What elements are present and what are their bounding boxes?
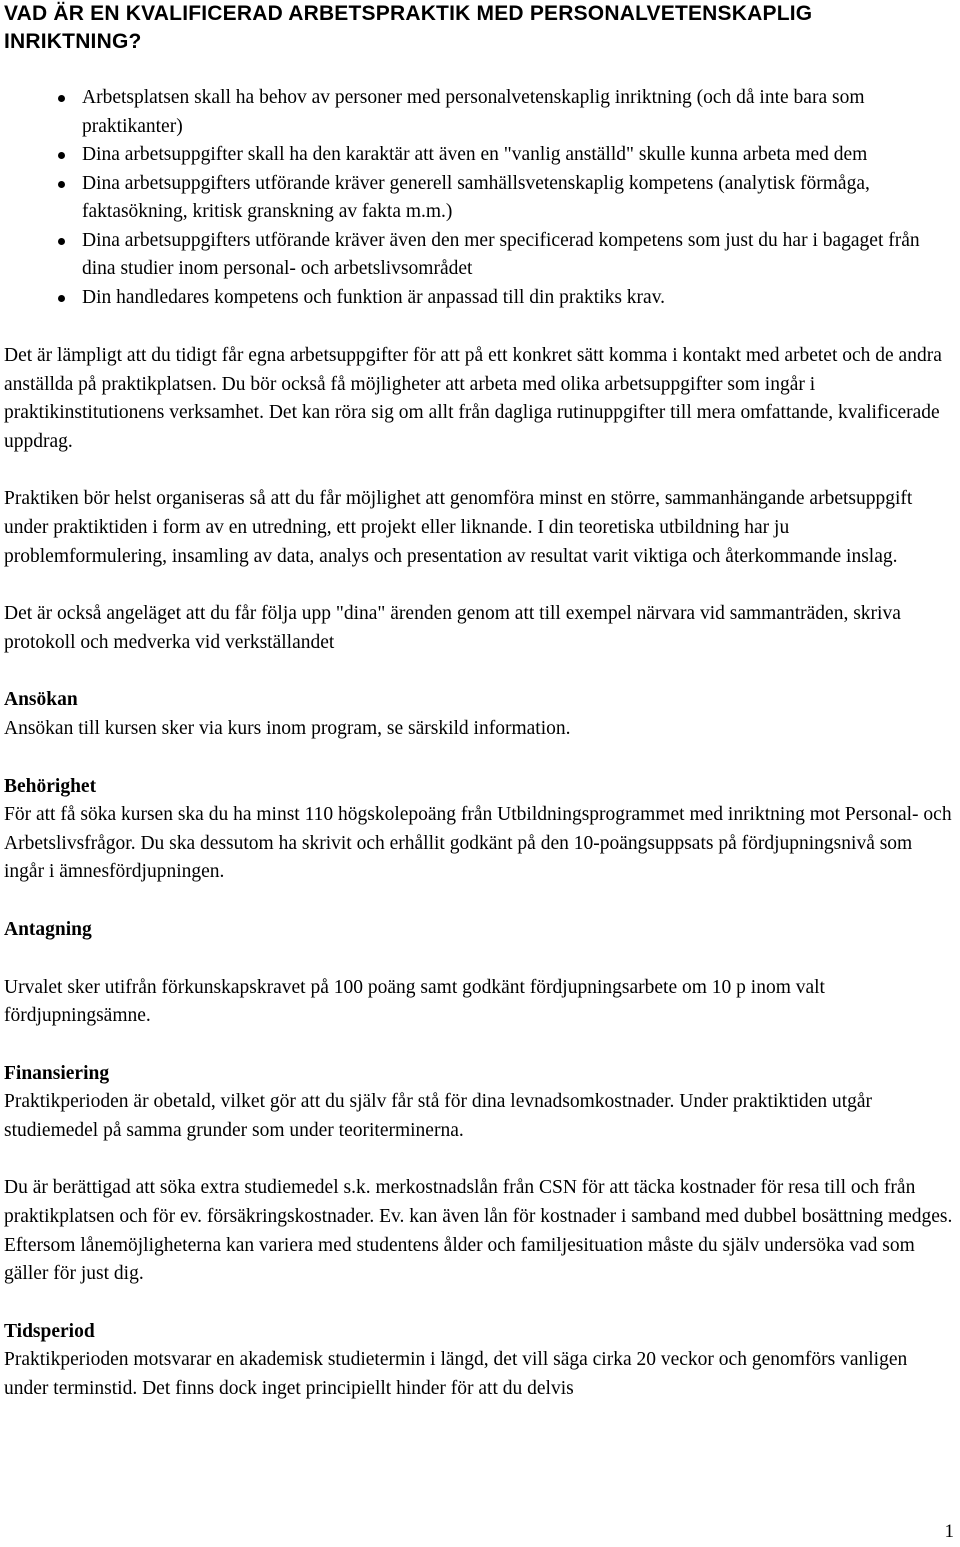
bullet-icon	[58, 238, 65, 245]
text-finansiering-1: Praktikperioden är obetald, vilket gör att du själv får stå för dina levnadsomkostnader. Under praktiktiden utgår studiemedel på samma grunder som under teoriterminerna.	[4, 1091, 873, 1141]
heading-behorighet: Behörighet	[4, 775, 97, 797]
list-item-text: Dina arbetsuppgifters utförande kräver generell samhällsvetenskaplig kompetens (analytisk förmåga, faktasökning, kritisk granskning av fakta m.m.)	[82, 172, 870, 222]
list-item-text: Dina arbetsuppgifter skall ha den karaktär att även en "vanlig anställd" skulle kunna arbeta med dem	[82, 144, 868, 165]
heading-ansokan: Ansökan	[4, 689, 78, 711]
bullet-icon	[58, 95, 65, 102]
requirements-list	[4, 84, 954, 312]
paragraph-follow-up: Det är också angeläget att du får följa upp "dina" ärenden genom att till exempel närvara vid sammanträden, skriva protokoll och medverka vid verkställandet	[4, 603, 901, 653]
bullet-icon	[58, 295, 65, 302]
heading-antagning: Antagning	[4, 918, 92, 940]
paragraph-own-tasks: Det är lämpligt att du tidigt får egna arbetsuppgifter för att på ett konkret sätt komma i kontakt med arbetet och de andra anställda på praktikplatsen. Du bör också få möjligheter att arbeta med olika arbetsuppgifter som ingår i praktikinstitutionens verksamhet. Det kan röra sig om allt från dagliga rutinuppgifter till mera omfattande, kvalificerade uppdrag.	[4, 345, 942, 452]
page-title: VAD ÄR EN KVALIFICERAD ARBETSPRAKTIK MED PERSONALVETENSKAPLIG INRIKTNING?	[4, 2, 813, 53]
list-item	[4, 170, 954, 227]
heading-tidsperiod: Tidsperiod	[4, 1320, 95, 1342]
document-page	[4, 0, 954, 1404]
list-item-text: Arbetsplatsen skall ha behov av personer med personalvetenskaplig inriktning (och då inte bara som praktikanter)	[82, 87, 865, 137]
text-ansokan: Ansökan till kursen sker via kurs inom program, se särskild information.	[4, 717, 571, 739]
bullet-icon	[58, 152, 65, 159]
text-antagning: Urvalet sker utifrån förkunskapskravet på 100 poäng samt godkänt fördjupningsarbete om 10 p inom valt fördjupningsämne.	[4, 976, 825, 1027]
text-tidsperiod: Praktikperioden motsvarar en akademisk studietermin i längd, det vill säga cirka 20 veckor och genomförs vanligen under terminstid. Det finns dock inget principiellt hinder för att du delvis	[4, 1349, 908, 1400]
list-item	[4, 284, 954, 313]
page-number: 1	[944, 1521, 954, 1542]
list-item-text: Din handledares kompetens och funktion är anpassad till din praktiks krav.	[82, 286, 666, 308]
heading-finansiering: Finansiering	[4, 1062, 110, 1084]
bullet-icon	[58, 181, 65, 188]
text-finansiering-2: Du är berättigad att söka extra studiemedel s.k. merkostnadslån från CSN för att täcka kostnader för resa till och från praktikplatsen och för ev. försäkringskostnader. Ev. kan även lån för kostnader i samband med dubbel bosättning medges. Eftersom lånemöjligheterna kan variera med studentens ålder och familjesituation måste du själv undersöka vad som gäller för just dig.	[4, 1177, 953, 1285]
paragraph-larger-assignment: Praktiken bör helst organiseras så att du får möjlighet att genomföra minst en större, sammanhängande arbetsuppgift under praktiktiden i form av en utredning, ett projekt eller liknande. I din teoretiska utbildning har ju problemformulering, insamling av data, analys och presentation av resultat varit viktiga och återkommande inslag.	[4, 488, 913, 567]
list-item	[4, 227, 954, 284]
list-item	[4, 141, 954, 170]
text-behorighet: För att få söka kursen ska du ha minst 110 högskolepoäng från Utbildningsprogrammet med inriktning mot Personal- och Arbetslivsfrågor. Du ska dessutom ha skrivit och erhållit godkänt på den 10-poängsuppsats på fördjupningsnivå som ingår i ämnesfördjupningen.	[4, 804, 952, 883]
list-item-text: Dina arbetsuppgifters utförande kräver även den mer specificerad kompetens som just du har i bagaget från dina studier inom personal- och arbetslivsområdet	[82, 229, 920, 279]
list-item	[4, 84, 954, 141]
